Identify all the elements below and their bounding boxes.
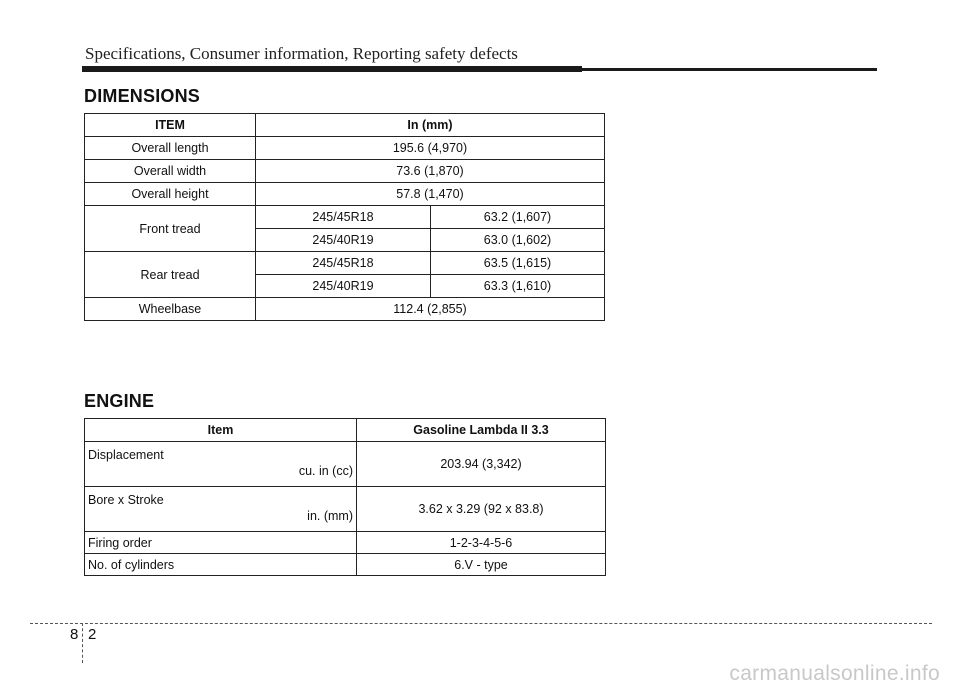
row-label: Wheelbase bbox=[85, 298, 256, 321]
column-header-engine: Gasoline Lambda II 3.3 bbox=[357, 419, 606, 442]
row-label: Displacement bbox=[88, 448, 164, 462]
footer-rule bbox=[30, 623, 932, 624]
tire-size: 245/40R19 bbox=[256, 229, 431, 252]
engine-table bbox=[84, 418, 606, 576]
row-label-cell bbox=[85, 487, 357, 532]
row-value: 63.0 (1,602) bbox=[431, 229, 605, 252]
row-unit: in. (mm) bbox=[307, 509, 353, 523]
row-label: Rear tread bbox=[85, 252, 256, 298]
row-value: 63.2 (1,607) bbox=[431, 206, 605, 229]
dimensions-table bbox=[84, 113, 605, 321]
table-row bbox=[85, 183, 605, 206]
table-row bbox=[85, 137, 605, 160]
row-label: Bore x Stroke bbox=[88, 493, 164, 507]
table-row bbox=[85, 252, 605, 275]
column-header-value: In (mm) bbox=[256, 114, 605, 137]
row-label: Front tread bbox=[85, 206, 256, 252]
table-row bbox=[85, 532, 606, 554]
watermark: carmanualsonline.info bbox=[729, 662, 940, 685]
tire-size: 245/40R19 bbox=[256, 275, 431, 298]
page-number-section: 8 bbox=[70, 626, 79, 643]
row-label: No. of cylinders bbox=[85, 554, 357, 576]
footer-divider bbox=[82, 623, 83, 663]
row-label: Overall height bbox=[85, 183, 256, 206]
row-unit: cu. in (cc) bbox=[298, 464, 353, 478]
row-value: 63.5 (1,615) bbox=[431, 252, 605, 275]
engine-title: ENGINE bbox=[84, 391, 155, 411]
page-number: 2 bbox=[88, 626, 97, 643]
table-row bbox=[85, 554, 606, 576]
row-value: 73.6 (1,870) bbox=[256, 160, 605, 183]
table-row bbox=[85, 442, 606, 487]
row-label: Overall length bbox=[85, 137, 256, 160]
row-value: 112.4 (2,855) bbox=[256, 298, 605, 321]
column-header-item: ITEM bbox=[85, 114, 256, 137]
row-value: 6.V - type bbox=[357, 554, 606, 576]
row-label: Overall width bbox=[85, 160, 256, 183]
table-row bbox=[85, 160, 605, 183]
tire-size: 245/45R18 bbox=[256, 206, 431, 229]
page-header-title: Specifications, Consumer information, Reporting safety defects bbox=[85, 44, 518, 63]
row-value: 3.62 x 3.29 (92 x 83.8) bbox=[357, 487, 606, 532]
table-row bbox=[85, 487, 606, 532]
tire-size: 245/45R18 bbox=[256, 252, 431, 275]
row-value: 57.8 (1,470) bbox=[256, 183, 605, 206]
table-row bbox=[85, 206, 605, 229]
row-label: Firing order bbox=[85, 532, 357, 554]
row-value: 1-2-3-4-5-6 bbox=[357, 532, 606, 554]
column-header-item: Item bbox=[85, 419, 357, 442]
row-value: 63.3 (1,610) bbox=[431, 275, 605, 298]
table-row bbox=[85, 298, 605, 321]
dimensions-title: DIMENSIONS bbox=[84, 86, 201, 106]
table-header-row bbox=[85, 114, 605, 137]
header-rule-accent bbox=[82, 66, 582, 72]
row-value: 195.6 (4,970) bbox=[256, 137, 605, 160]
table-header-row bbox=[85, 419, 606, 442]
row-value: 203.94 (3,342) bbox=[357, 442, 606, 487]
row-label-cell bbox=[85, 442, 357, 487]
